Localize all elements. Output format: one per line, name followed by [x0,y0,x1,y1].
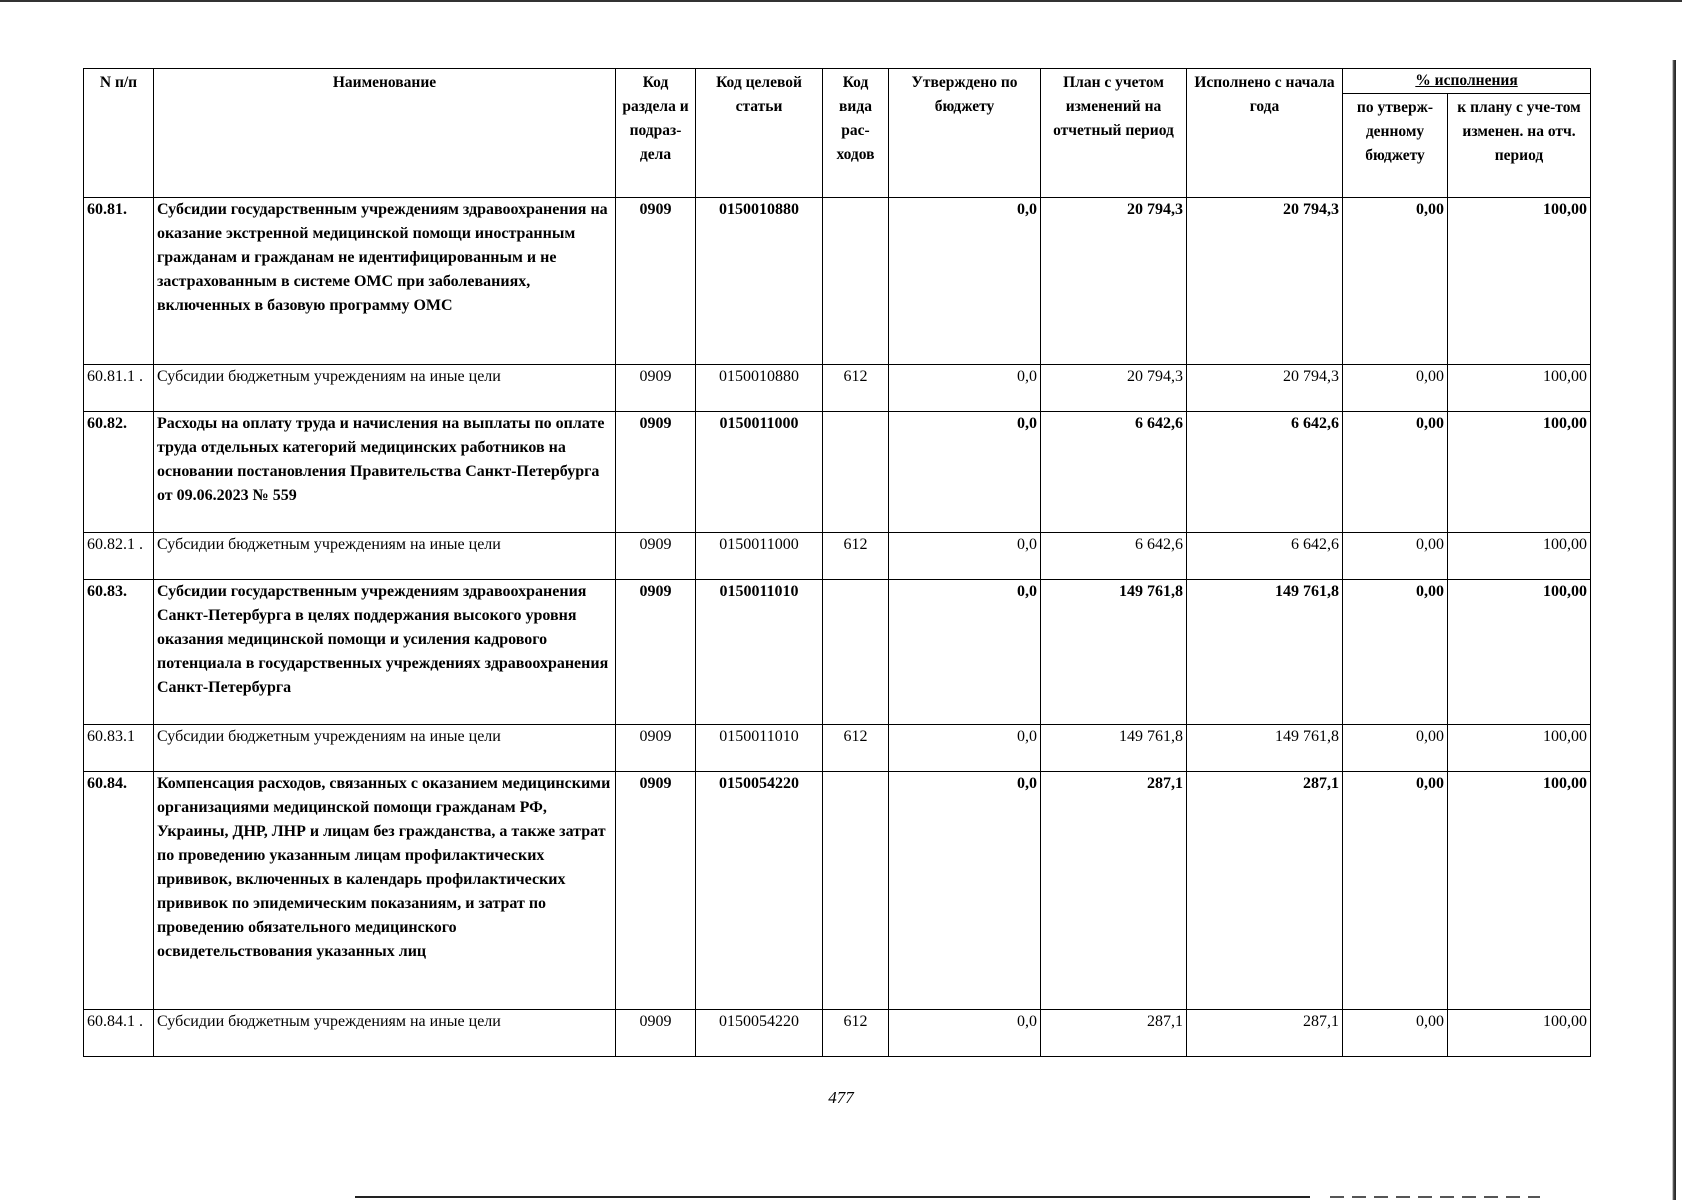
table-body [84,198,1591,1057]
cell-type: 612 [823,365,889,412]
cell-pct-budget: 0,00 [1343,198,1448,365]
cell-pct-plan: 100,00 [1448,580,1591,725]
cell-target: 0150011000 [696,412,823,533]
cell-approved: 0,0 [889,365,1041,412]
cell-approved: 0,0 [889,533,1041,580]
cell-type [823,580,889,725]
scan-edge-bottom [355,1196,1310,1198]
cell-executed: 287,1 [1187,1010,1343,1057]
cell-pct-plan: 100,00 [1448,198,1591,365]
page-number: 477 [828,1088,854,1107]
header-pct-title: % исполнения [1415,72,1518,89]
cell-num: 60.82. [84,412,154,533]
cell-plan: 6 642,6 [1041,412,1187,533]
cell-section: 0909 [616,533,696,580]
cell-pct-plan: 100,00 [1448,533,1591,580]
cell-approved: 0,0 [889,580,1041,725]
table-header [84,69,1591,198]
cell-plan: 20 794,3 [1041,365,1187,412]
cell-approved: 0,0 [889,725,1041,772]
table-row [84,725,1591,772]
cell-pct-budget: 0,00 [1343,533,1448,580]
cell-target: 0150011000 [696,533,823,580]
header-num: N п/п [84,69,154,198]
cell-section: 0909 [616,198,696,365]
cell-target: 0150010880 [696,198,823,365]
header-section-code: Код раздела и подраз-дела [616,69,696,198]
cell-pct-plan: 100,00 [1448,772,1591,1010]
cell-executed: 6 642,6 [1187,533,1343,580]
cell-plan: 287,1 [1041,772,1187,1010]
table-row [84,365,1591,412]
header-approved: Утверждено по бюджету [889,69,1041,198]
cell-pct-budget: 0,00 [1343,725,1448,772]
cell-section: 0909 [616,580,696,725]
cell-pct-plan: 100,00 [1448,1010,1591,1057]
cell-target: 0150011010 [696,725,823,772]
cell-section: 0909 [616,1010,696,1057]
header-pct-group [1343,69,1591,94]
cell-num: 60.81.1 . [84,365,154,412]
cell-plan: 6 642,6 [1041,533,1187,580]
cell-executed: 6 642,6 [1187,412,1343,533]
header-plan: План с учетом изменений на отчетный период [1041,69,1187,198]
cell-pct-plan: 100,00 [1448,725,1591,772]
cell-pct-budget: 0,00 [1343,1010,1448,1057]
cell-type: 612 [823,725,889,772]
cell-num: 60.83. [84,580,154,725]
header-name: Наименование [154,69,616,198]
cell-name: Субсидии бюджетным учреждениям на иные цели [154,1010,616,1057]
table-row [84,412,1591,533]
cell-type: 612 [823,1010,889,1057]
cell-plan: 149 761,8 [1041,725,1187,772]
header-executed: Исполнено с начала года [1187,69,1343,198]
cell-section: 0909 [616,772,696,1010]
cell-type [823,772,889,1010]
cell-plan: 149 761,8 [1041,580,1187,725]
cell-name: Компенсация расходов, связанных с оказанием медицинскими организациями медицинской помощи гражданам РФ, Украины, ДНР, ЛНР и лицам без гражданства, а также затрат по проведению указанным лицам профилактических прививок, включенных в календарь профилактических прививок по эпидемическим показаниям, и затрат по проведению обязательного медицинского освидетельствования указанных лиц [154,772,616,1010]
cell-name: Субсидии государственным учреждениям здравоохранения Санкт-Петербурга в целях поддержания высокого уровня оказания медицинской помощи и усиления кадрового потенциала в государственных учреждениях здравоохранения Санкт-Петербурга [154,580,616,725]
cell-executed: 287,1 [1187,772,1343,1010]
cell-section: 0909 [616,365,696,412]
cell-pct-plan: 100,00 [1448,365,1591,412]
budget-execution-table [83,68,1591,1057]
table-row [84,1010,1591,1057]
header-pct-budget: по утверж-денному бюджету [1343,94,1448,198]
cell-executed: 149 761,8 [1187,725,1343,772]
cell-name: Субсидии государственным учреждениям здравоохранения на оказание экстренной медицинской помощи иностранным гражданам и гражданам не идентифицированным и не застрахованным в системе ОМС при заболеваниях, включенных в базовую программу ОМС [154,198,616,365]
cell-plan: 287,1 [1041,1010,1187,1057]
cell-type [823,412,889,533]
cell-approved: 0,0 [889,772,1041,1010]
cell-approved: 0,0 [889,198,1041,365]
cell-num: 60.83.1 [84,725,154,772]
cell-pct-budget: 0,00 [1343,772,1448,1010]
cell-pct-budget: 0,00 [1343,412,1448,533]
table-row [84,198,1591,365]
table-row [84,580,1591,725]
cell-target: 0150054220 [696,772,823,1010]
cell-plan: 20 794,3 [1041,198,1187,365]
header-expense-type-code: Код вида рас-ходов [823,69,889,198]
cell-name: Субсидии бюджетным учреждениям на иные цели [154,533,616,580]
cell-target: 0150011010 [696,580,823,725]
cell-type: 612 [823,533,889,580]
cell-pct-budget: 0,00 [1343,580,1448,725]
cell-pct-budget: 0,00 [1343,365,1448,412]
cell-executed: 149 761,8 [1187,580,1343,725]
cell-num: 60.82.1 . [84,533,154,580]
cell-num: 60.84.1 . [84,1010,154,1057]
cell-pct-plan: 100,00 [1448,412,1591,533]
cell-name: Расходы на оплату труда и начисления на выплаты по оплате труда отдельных категорий медицинских работников на основании постановления Правительства Санкт-Петербурга от 09.06.2023 № 559 [154,412,616,533]
cell-section: 0909 [616,412,696,533]
cell-num: 60.81. [84,198,154,365]
cell-approved: 0,0 [889,1010,1041,1057]
table-row [84,772,1591,1010]
cell-type [823,198,889,365]
cell-name: Субсидии бюджетным учреждениям на иные цели [154,725,616,772]
cell-executed: 20 794,3 [1187,198,1343,365]
scan-edge-right [1672,60,1676,1200]
cell-approved: 0,0 [889,412,1041,533]
scan-edge-top [0,0,1682,2]
cell-executed: 20 794,3 [1187,365,1343,412]
cell-section: 0909 [616,725,696,772]
header-target-code: Код целевой статьи [696,69,823,198]
cell-target: 0150054220 [696,1010,823,1057]
scan-edge-bottom-dashed [1330,1196,1540,1198]
table-row [84,533,1591,580]
cell-target: 0150010880 [696,365,823,412]
header-pct-plan: к плану с уче-том изменен. на отч. период [1448,94,1591,198]
cell-num: 60.84. [84,772,154,1010]
cell-name: Субсидии бюджетным учреждениям на иные цели [154,365,616,412]
